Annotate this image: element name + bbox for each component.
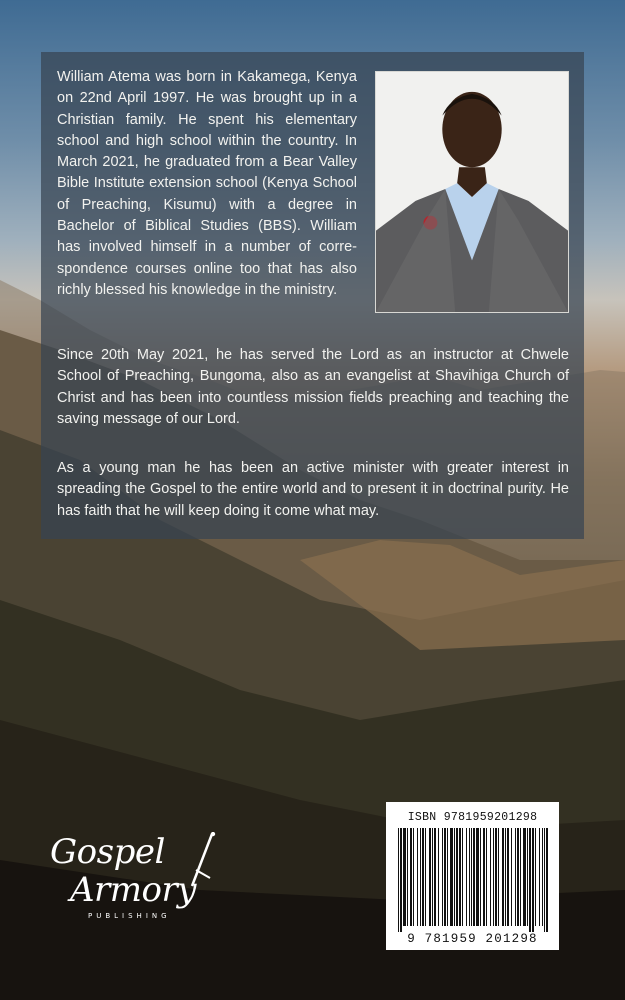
barcode-bar — [520, 828, 521, 926]
barcode-bar — [544, 828, 545, 932]
bio-paragraph-2: Since 20th May 2021, he has served the Lord as an instructor at Chwele School of Preaching, Bungoma, also as an evangelist at Shavihiga Church of Christ and has been into countless mission fields preaching and teaching the saving message of our Lord. — [57, 347, 569, 427]
barcode-bar — [490, 828, 491, 926]
barcode-bar — [480, 828, 481, 926]
barcode-bar — [407, 828, 408, 926]
barcode-bar — [486, 828, 487, 926]
barcode-bar — [539, 828, 540, 926]
publisher-logo — [48, 832, 218, 927]
barcode-bar — [511, 828, 512, 926]
barcode-bar — [466, 828, 467, 926]
barcode-bar — [425, 828, 426, 926]
barcode-bar — [400, 828, 402, 932]
barcode-bar — [502, 828, 504, 926]
barcode-bar — [447, 828, 448, 926]
barcode-bar — [535, 828, 536, 926]
barcode-bar — [410, 828, 412, 926]
barcode-bar — [434, 828, 436, 926]
barcode-bar — [546, 828, 548, 932]
barcode-bar — [420, 828, 421, 926]
barcode-bar — [432, 828, 433, 926]
barcode-bar — [438, 828, 439, 926]
isbn-barcode — [386, 802, 559, 950]
barcode-bar — [532, 828, 534, 932]
barcode-bar — [429, 828, 431, 926]
barcode-bar — [398, 828, 399, 932]
barcode-bar — [505, 828, 506, 926]
author-photo — [375, 71, 569, 313]
sword-icon — [186, 832, 216, 892]
barcode-bar — [527, 828, 528, 926]
barcode-bar — [523, 828, 526, 926]
logo-line-armory: Armory — [70, 870, 196, 910]
bio-paragraph-3: As a young man he has been an active minister with greater interest in spreading the Gospel to the entire world and to present it in doctrinal purity. He has faith that he will keep doing it come what may. — [57, 460, 569, 519]
barcode-bar — [422, 828, 424, 926]
author-bio-panel — [41, 52, 584, 539]
barcode-bar — [476, 828, 479, 926]
barcode-bar — [456, 828, 458, 926]
logo-line-publishing: PUBLISHING — [88, 912, 171, 920]
barcode-bar — [495, 828, 497, 926]
barcode-bar — [542, 828, 543, 926]
barcode-bar — [454, 828, 455, 926]
barcode-bar — [403, 828, 406, 926]
barcode-bar — [517, 828, 519, 926]
barcode-bar — [473, 828, 475, 926]
barcode-bar — [450, 828, 453, 926]
barcode-bar — [444, 828, 446, 926]
barcode-bar — [493, 828, 494, 926]
barcode-bar — [483, 828, 485, 926]
bio-paragraph-1: William Atema was born in Kakamega, Kenya on 22nd April 1997. He was brought up in a Christian family. He spent his elementary school and high school within the country. In March 2021, he graduated from a Bear Valley Bible Institute extension school (Kenya School of Preaching, Kisumu) with a degree in Bachelor of Biblical Studies (BBS). William has involved himself in a number of corre-spondence courses online too that has also richly blessed his knowledge in the ministry. — [57, 69, 357, 298]
barcode-bar — [498, 828, 499, 926]
barcode-bar — [462, 828, 463, 926]
barcode-bar — [417, 828, 418, 926]
barcode-bar — [459, 828, 461, 926]
isbn-label: ISBN 9781959201298 — [407, 811, 538, 824]
barcode-bar — [471, 828, 472, 926]
barcode-bar — [529, 828, 531, 932]
barcode-bar — [507, 828, 509, 926]
barcode-bar — [442, 828, 443, 926]
barcode-bar — [413, 828, 414, 926]
barcode-bar — [469, 828, 470, 926]
logo-line-gospel: Gospel — [50, 832, 165, 872]
barcode-digits: 9 781959 201298 — [407, 932, 538, 946]
barcode-bars — [396, 828, 549, 932]
barcode-bar — [515, 828, 516, 926]
